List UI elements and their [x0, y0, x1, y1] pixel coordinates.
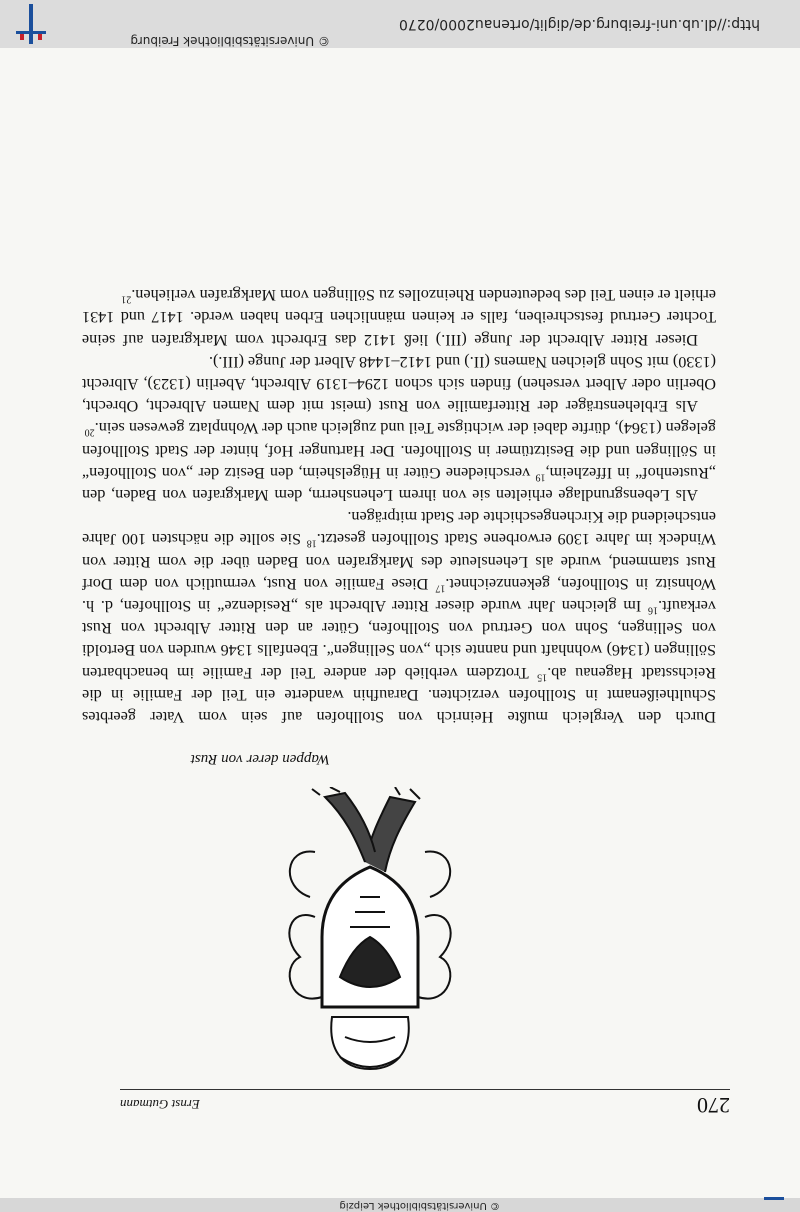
viewer-bottom-bar	[0, 0, 800, 48]
copyright-notice-bottom: © Universitätsbibliothek Freiburg	[130, 34, 330, 48]
footnote-ref: 19	[535, 471, 546, 483]
paragraph: Durch den Vergleich mußte Heinrich von Stollhofen auf sein vom Vater geerbtes Schultheißenamt in Stollhofen verzichten. Daraufhin wanderte ein Teil der Familie in die Reichsstadt Hagenau ab.$^{15}$ Trotzdem verblieb der andere Teil der Familie im benachbarten Söllingen (1346) wohnhaft und nannte sich „von Sellingen“. Ebenfalls 1346 wurden von Bertoldi von Sellingen, Sohn von Gertrud von Stollhofen, Güter an den Ritter Albrecht von Rust verkauft.$^{16}$ Im gleichen Jahr wurde dieser Ritter Albrecht als „Residenze“ in Stollhofen, d. h. Wohnsitz in Stollhofen, gekennzeichnet.$^{17}$ Diese Familie von Rust, vermutlich von dem Dorf Rust stammend, wurde als Lehensleute des Markgrafen von Baden über die vom Ritter von Windeck im Jahre 1309 erworbene Stadt Stollhofen gesetzt.$^{18}$ Sie sollte die nächsten 100 Jahre entscheidend die Kirchengeschichte der Stadt mitprägen.	[82, 508, 716, 726]
paragraph: Als Lebensgrundlage erhielten sie von ihrem Lehensherrn, dem Markgrafen von Baden, den „Rustenhof“ in Iffezheim,$^{19}$ verschiedene Güter in Hügelsheim, den Besitz der „von Stollhofen“ in Söllingen und die Besitztümer in Stollhofen. Der Hartunger Hof, hinter der Stadt Stollhofen gelegen (1364), dürfte dabei der wichtigste Teil und zugleich auch der Wohnplatz gewesen sein.$^{20}$	[81, 419, 716, 504]
library-logo-icon	[14, 4, 48, 44]
footnote-ref: 20	[84, 426, 95, 438]
copyright-notice-top: © Universitätsbibliothek Leipzig	[339, 1200, 500, 1211]
paragraph: Dieser Ritter Albrecht der Junge (III.) ließ 1412 das Erbrecht vom Markgrafen auf seine Tochter Gertrud festschreiben, falls er keinen männlichen Erben haben werde. 1417 und 1431 erhielt er einen Teil des bedeutenden Rheinzolles zu Söllingen vom Markgrafen verliehen.$^{21}$	[82, 286, 716, 349]
footnote-ref: 21	[121, 293, 132, 305]
figure-caption: Wappen derer von Rust	[190, 751, 330, 767]
footnote-ref: 18	[306, 537, 317, 549]
coat-of-arms-icon	[270, 787, 470, 1077]
paragraph: Als Erblehensträger der Ritterfamilie von Rust (meist mit dem Namen Albrecht, Obrecht, Oberlin oder Albert versehen) finden sich schon 1294–1319 Albrecht, Aberlin (1323), Albrecht (1330) mit Sohn gleichen Namens (II.) und 1412–1448 Albert der Junge (III.).	[82, 352, 716, 416]
page-url-link[interactable]: http://dl.ub.uni-freiburg.de/diglit/ortenau2000/0270	[398, 16, 760, 32]
footnote-ref: 16	[648, 604, 659, 616]
page-number: 270	[697, 1093, 730, 1118]
library-logo-icon	[764, 1197, 784, 1212]
body-text	[82, 284, 716, 728]
footnote-ref: 17	[435, 582, 446, 594]
author-name: Ernst Gutmann	[120, 1097, 200, 1112]
footnote-ref: 15	[537, 670, 548, 682]
running-head	[120, 1089, 730, 1120]
viewer-top-bar	[0, 1198, 800, 1212]
